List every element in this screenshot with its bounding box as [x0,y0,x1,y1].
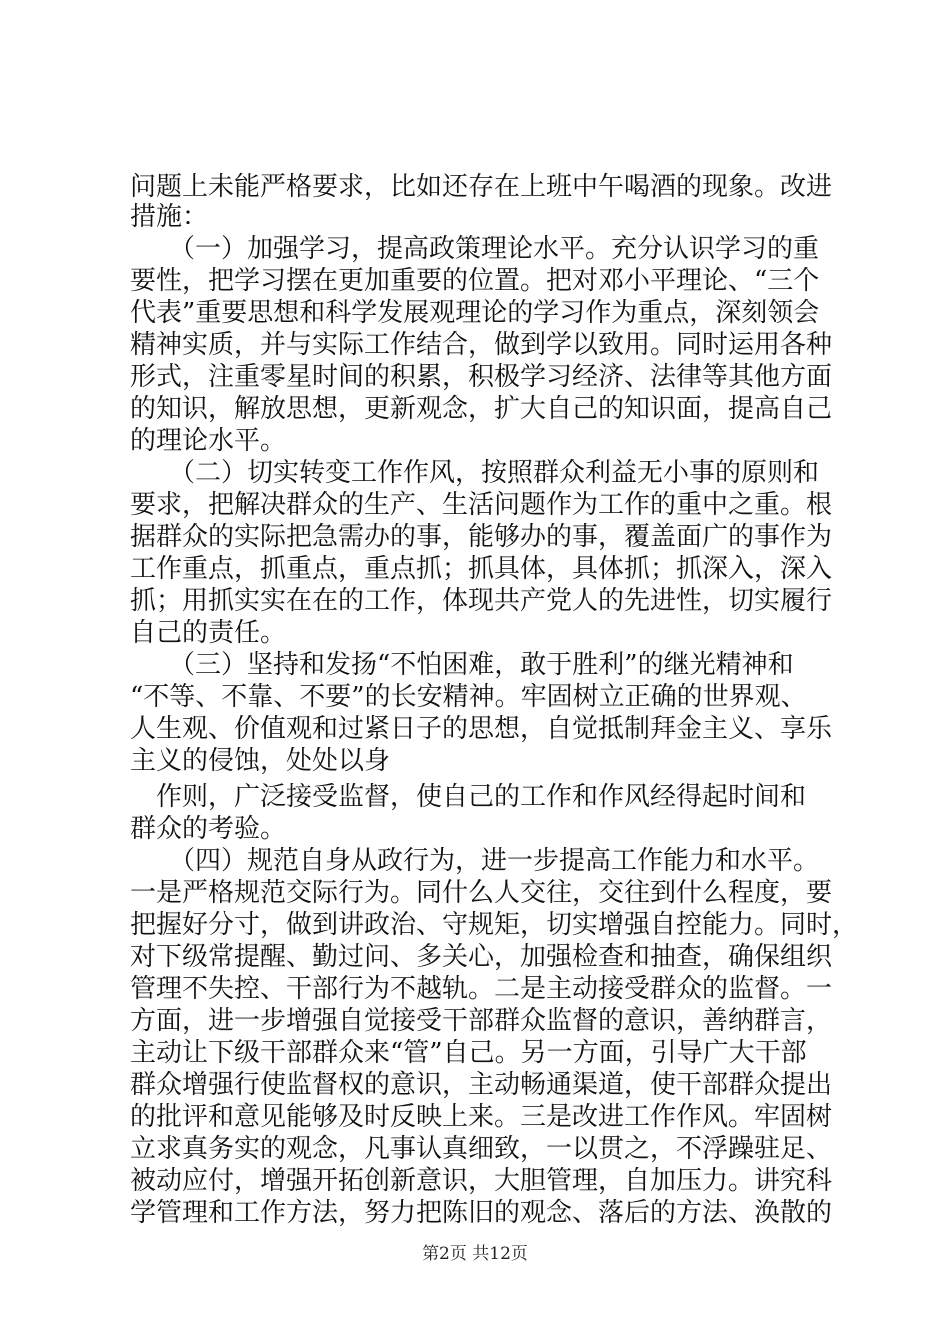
text-line: 要性，把学习摆在更加重要的位置。把对邓小平理论、“三个 [130,266,820,296]
text-line: 主义的侵蚀，处处以身 [130,746,391,776]
text-line: 作则，广泛接受监督，使自己的工作和作风经得起时间和 [130,782,807,812]
text-line: 形式，注重零星时间的积累，积极学习经济、法律等其他方面 [130,362,833,392]
text-line: （二）切实转变工作作风，按照群众利益无小事的原则和 [130,458,820,488]
text-line: 自己的责任。 [130,618,287,648]
text-line: （四）规范自身从政行为，进一步提高工作能力和水平。 [130,846,820,876]
text-line: 被动应付，增强开拓创新意识，大胆管理，自加压力。讲究科 [130,1166,833,1196]
text-line: 据群众的实际把急需办的事，能够办的事，覆盖面广的事作为 [130,522,833,552]
text-line: 的批评和意见能够及时反映上来。三是改进工作作风。牢固树 [130,1102,833,1132]
text-line: “不等、不靠、不要”的长安精神。牢固树立正确的世界观、 [130,682,807,712]
text-line: 学管理和工作方法，努力把陈旧的观念、落后的方法、涣散的 [130,1198,833,1228]
page-footer: 第2页 共12页 [422,1244,528,1264]
text-line: 群众的考验。 [130,814,287,844]
text-line: 人生观、价值观和过紧日子的思想，自觉抵制拜金主义、享乐 [130,714,833,744]
text-line: 的知识，解放思想，更新观念，扩大自己的知识面，提高自己 [130,394,833,424]
text-line: 群众增强行使监督权的意识，主动畅通渠道，使干部群众提出 [130,1070,833,1100]
text-line: 把握好分寸，做到讲政治、守规矩，切实增强自控能力。同时， [130,910,859,940]
text-line: 措施： [130,202,209,232]
text-line: 方面，进一步增强自觉接受干部群众监督的意识，善纳群言， [130,1006,833,1036]
text-line: 管理不失控、干部行为不越轨。二是主动接受群众的监督。一 [130,974,833,1004]
text-line: 对下级常提醒、勤过问、多关心，加强检查和抽查，确保组织 [130,942,833,972]
text-line: 抓；用抓实实在在的工作，体现共产党人的先进性，切实履行 [130,586,833,616]
text-line: 精神实质，并与实际工作结合，做到学以致用。同时运用各种 [130,330,833,360]
text-line: 的理论水平。 [130,426,287,456]
text-line: 要求，把解决群众的生产、生活问题作为工作的重中之重。根 [130,490,833,520]
text-line: 工作重点，抓重点，重点抓；抓具体，具体抓；抓深入，深入 [130,554,833,584]
text-line: （一）加强学习，提高政策理论水平。充分认识学习的重 [130,234,820,264]
text-line: 主动让下级干部群众来“管”自己。另一方面，引导广大干部 [130,1038,807,1068]
text-line: 问题上未能严格要求，比如还存在上班中午喝酒的现象。改进 [130,172,833,202]
text-line: 立求真务实的观念，凡事认真细致，一以贯之，不浮躁驻足、 [130,1134,833,1164]
text-line: 代表”重要思想和科学发展观理论的学习作为重点，深刻领会 [130,298,820,328]
text-line: （三）坚持和发扬“不怕困难，敢于胜利”的继光精神和 [130,650,794,680]
text-line: 一是严格规范交际行为。同什么人交往，交往到什么程度，要 [130,878,833,908]
